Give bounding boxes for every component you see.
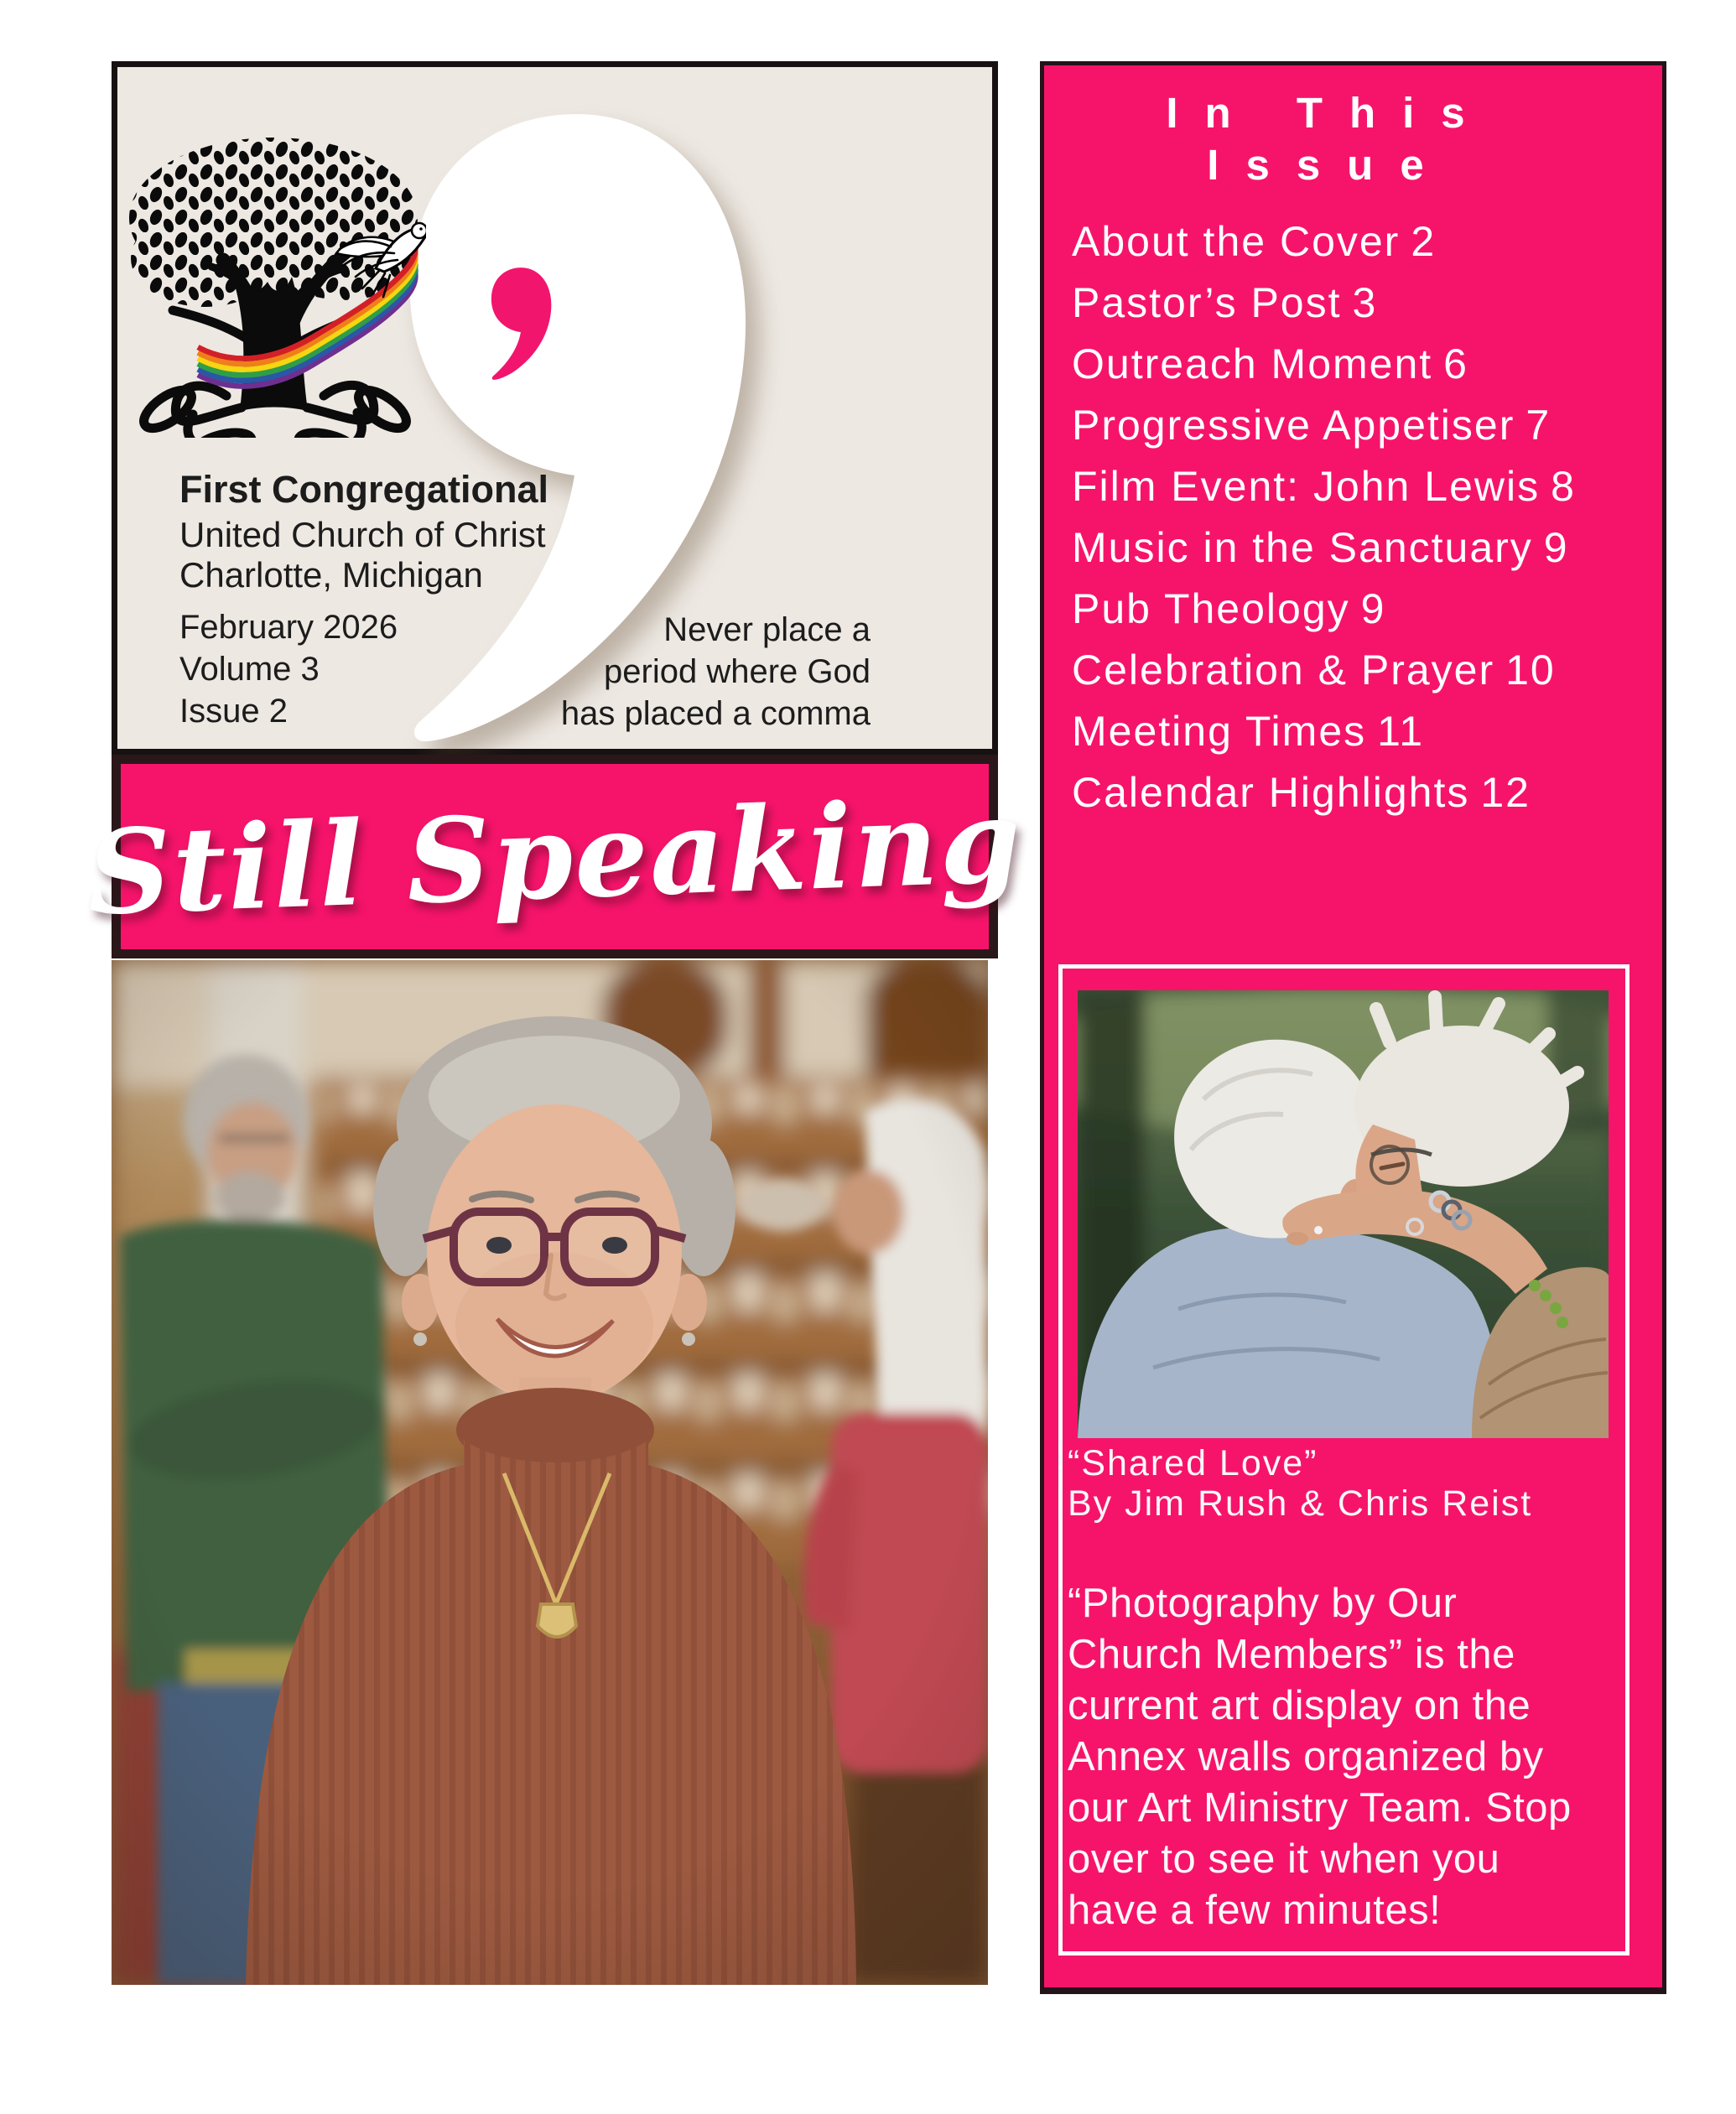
tree-canopy — [129, 138, 418, 307]
toc-item-page: 9 — [1360, 585, 1386, 632]
note-line: current art display on the — [1068, 1683, 1531, 1728]
toc-item-label: Celebration & Prayer — [1072, 647, 1495, 693]
title-banner — [85, 755, 1025, 958]
cover-photo-illustration — [112, 960, 988, 1985]
masthead-box — [112, 61, 998, 755]
toc-item-page: 3 — [1352, 279, 1378, 326]
sidebar-photo-frame — [1058, 964, 1629, 1956]
toc-item — [1072, 334, 1662, 395]
org-denomination: United Church of Christ — [179, 515, 546, 554]
sidebar-title-line: In This — [1166, 89, 1492, 137]
toc-item-page: 10 — [1505, 647, 1556, 693]
toc-item-label: Outreach Moment — [1072, 340, 1433, 387]
photo-caption-title: “Shared Love” — [1068, 1443, 1318, 1483]
toc-item-page: 6 — [1443, 340, 1468, 387]
toc-item — [1072, 456, 1662, 517]
toc-item-label: Progressive Appetiser — [1072, 402, 1515, 449]
note-line: Church Members” is the — [1068, 1632, 1515, 1677]
toc-item-page: 2 — [1411, 218, 1437, 265]
note-line: “Photography by Our — [1068, 1581, 1458, 1626]
toc-item — [1072, 517, 1662, 579]
org-name: First Congregational — [179, 468, 549, 511]
portrait-woman — [112, 960, 988, 1985]
sidebar-title-line: Issue — [1207, 141, 1451, 189]
motto-line: has placed a comma — [560, 695, 871, 732]
cover-photo — [112, 960, 988, 1985]
toc-item-label: Music in the Sanctuary — [1072, 524, 1533, 571]
toc-item-page: 12 — [1480, 769, 1531, 816]
photo-caption-byline: By Jim Rush & Chris Reist — [1068, 1483, 1533, 1524]
toc-item — [1072, 640, 1662, 701]
photo-caption — [1068, 1443, 1532, 1524]
issue-date: February 2026 — [179, 609, 398, 646]
toc-item-page: 11 — [1377, 708, 1425, 755]
toc-item-page: 9 — [1543, 524, 1569, 571]
note-line: have a few minutes! — [1068, 1888, 1442, 1933]
toc-item — [1072, 579, 1662, 640]
motto-line: period where God — [604, 653, 871, 690]
toc-item-label: About the Cover — [1072, 218, 1401, 265]
note-line: Annex walls organized by — [1068, 1734, 1544, 1779]
toc-item-label: Pastor’s Post — [1072, 279, 1342, 326]
toc-item — [1072, 395, 1662, 456]
small-pink-comma-graphic — [485, 267, 555, 381]
toc-item — [1072, 211, 1662, 273]
motto — [561, 609, 871, 735]
toc-item — [1072, 273, 1662, 334]
toc-item — [1072, 701, 1662, 762]
issue-label: Issue 2 — [179, 693, 288, 730]
note-line: over to see it when you — [1068, 1836, 1500, 1882]
table-of-contents — [1044, 211, 1662, 823]
shared-love-photo — [1078, 990, 1609, 1438]
toc-item-label: Calendar Highlights — [1072, 769, 1470, 816]
note-line: our Art Ministry Team. Stop — [1068, 1785, 1572, 1831]
church-logo-tree-dove-icon — [124, 119, 426, 438]
toc-item — [1072, 762, 1662, 823]
toc-item-label: Film Event: John Lewis — [1072, 463, 1541, 510]
toc-item-label: Meeting Times — [1072, 708, 1367, 755]
toc-item-label: Pub Theology — [1072, 585, 1350, 632]
toc-item-page: 7 — [1525, 402, 1551, 449]
org-location: Charlotte, Michigan — [179, 555, 483, 595]
art-display-note — [1068, 1578, 1572, 1936]
newsletter-title: Still Speaking — [85, 771, 1025, 942]
shared-love-photo-illustration — [1078, 990, 1609, 1438]
toc-item-page: 8 — [1551, 463, 1576, 510]
sidebar-title — [1044, 65, 1662, 191]
motto-line: Never place a — [663, 611, 871, 648]
volume-label: Volume 3 — [179, 651, 320, 688]
